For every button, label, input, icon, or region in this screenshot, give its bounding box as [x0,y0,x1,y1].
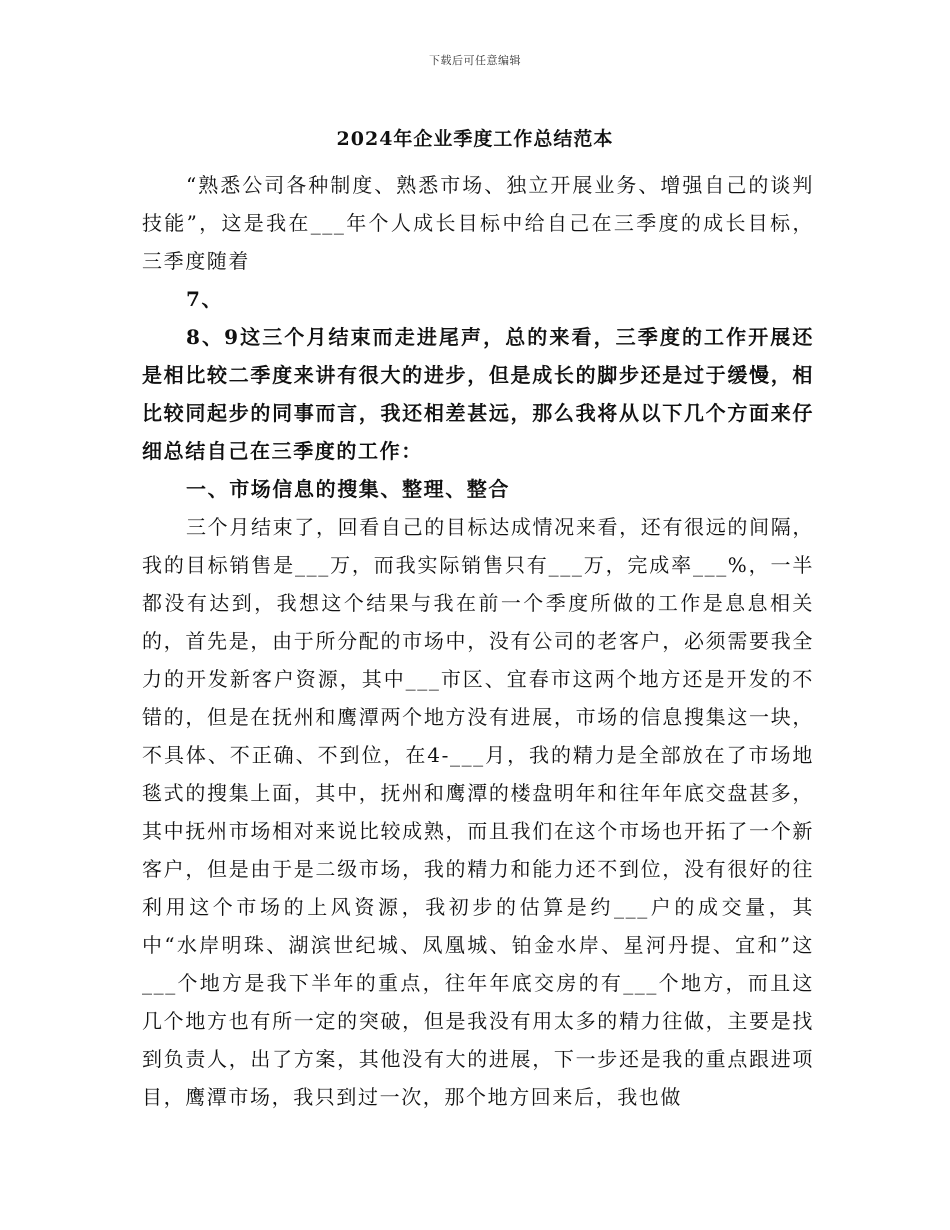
header-note: 下载后可任意编辑 [429,54,521,67]
document-body [142,166,814,1116]
section-heading-market-info: 一、市场信息的搜集、整理、整合 [186,477,510,501]
paragraph-market-details: 三个月结束了，回看自己的目标达成情况来看，还有很远的间隔，我的目标销售是___万，而我实际销售只有___万，完成率___%，一半都没有达到，我想这个结果与我在前一个季度所做的工作是息息相关的，首先是，由于所分配的市场中，没有公司的老客户，必须需要我全力的开发新客户资源，其中___市区、宜春市这两个地方还是开发的不错的，但是在抚州和鹰潭两个地方没有进展，市场的信息搜集这一块，不具体、不正确、不到位，在4-___月，我的精力是全部放在了市场地毯式的搜集上面，其中，抚州和鹰潭的楼盘明年和往年年底交盘甚多，其中抚州市场相对来说比较成熟，而且我们在这个市场也开拓了一个新客户，但是由于是二级市场，我的精力和能力还不到位，没有很好的往利用这个市场的上风资源，我初步的估算是约___户的成交量，其中“水岸明珠、湖滨世纪城、凤凰城、铂金水岸、星河丹提、宜和”这___个地方是我下半年的重点，往年年底交房的有___个地方，而且这几个地方也有所一定的突破，但是我没有用太多的精力往做，主要是找到负责人，出了方案，其他没有大的进展，下一步还是我的重点跟进项目，鹰潭市场，我只到过一次，那个地方回来后，我也做 [142,515,814,1109]
paragraph-intro: “熟悉公司各种制度、熟悉市场、独立开展业务、增强自己的谈判技能”，这是我在___年个人成长目标中给自己在三季度的成长目标，三季度随着 [142,173,814,273]
paragraph-number-line: 7、 [186,287,224,311]
document-title: 2024年企业季度工作总结范本 [336,128,614,150]
paragraph-summary: 8、9这三个月结束而走进尾声，总的来看，三季度的工作开展还是相比较二季度来讲有很大的进步，但是成长的脚步还是过于缓慢，相比较同起步的同事而言，我还相差甚远，那么我将从以下几个方面来仔细总结自己在三季度的工作： [142,325,814,463]
